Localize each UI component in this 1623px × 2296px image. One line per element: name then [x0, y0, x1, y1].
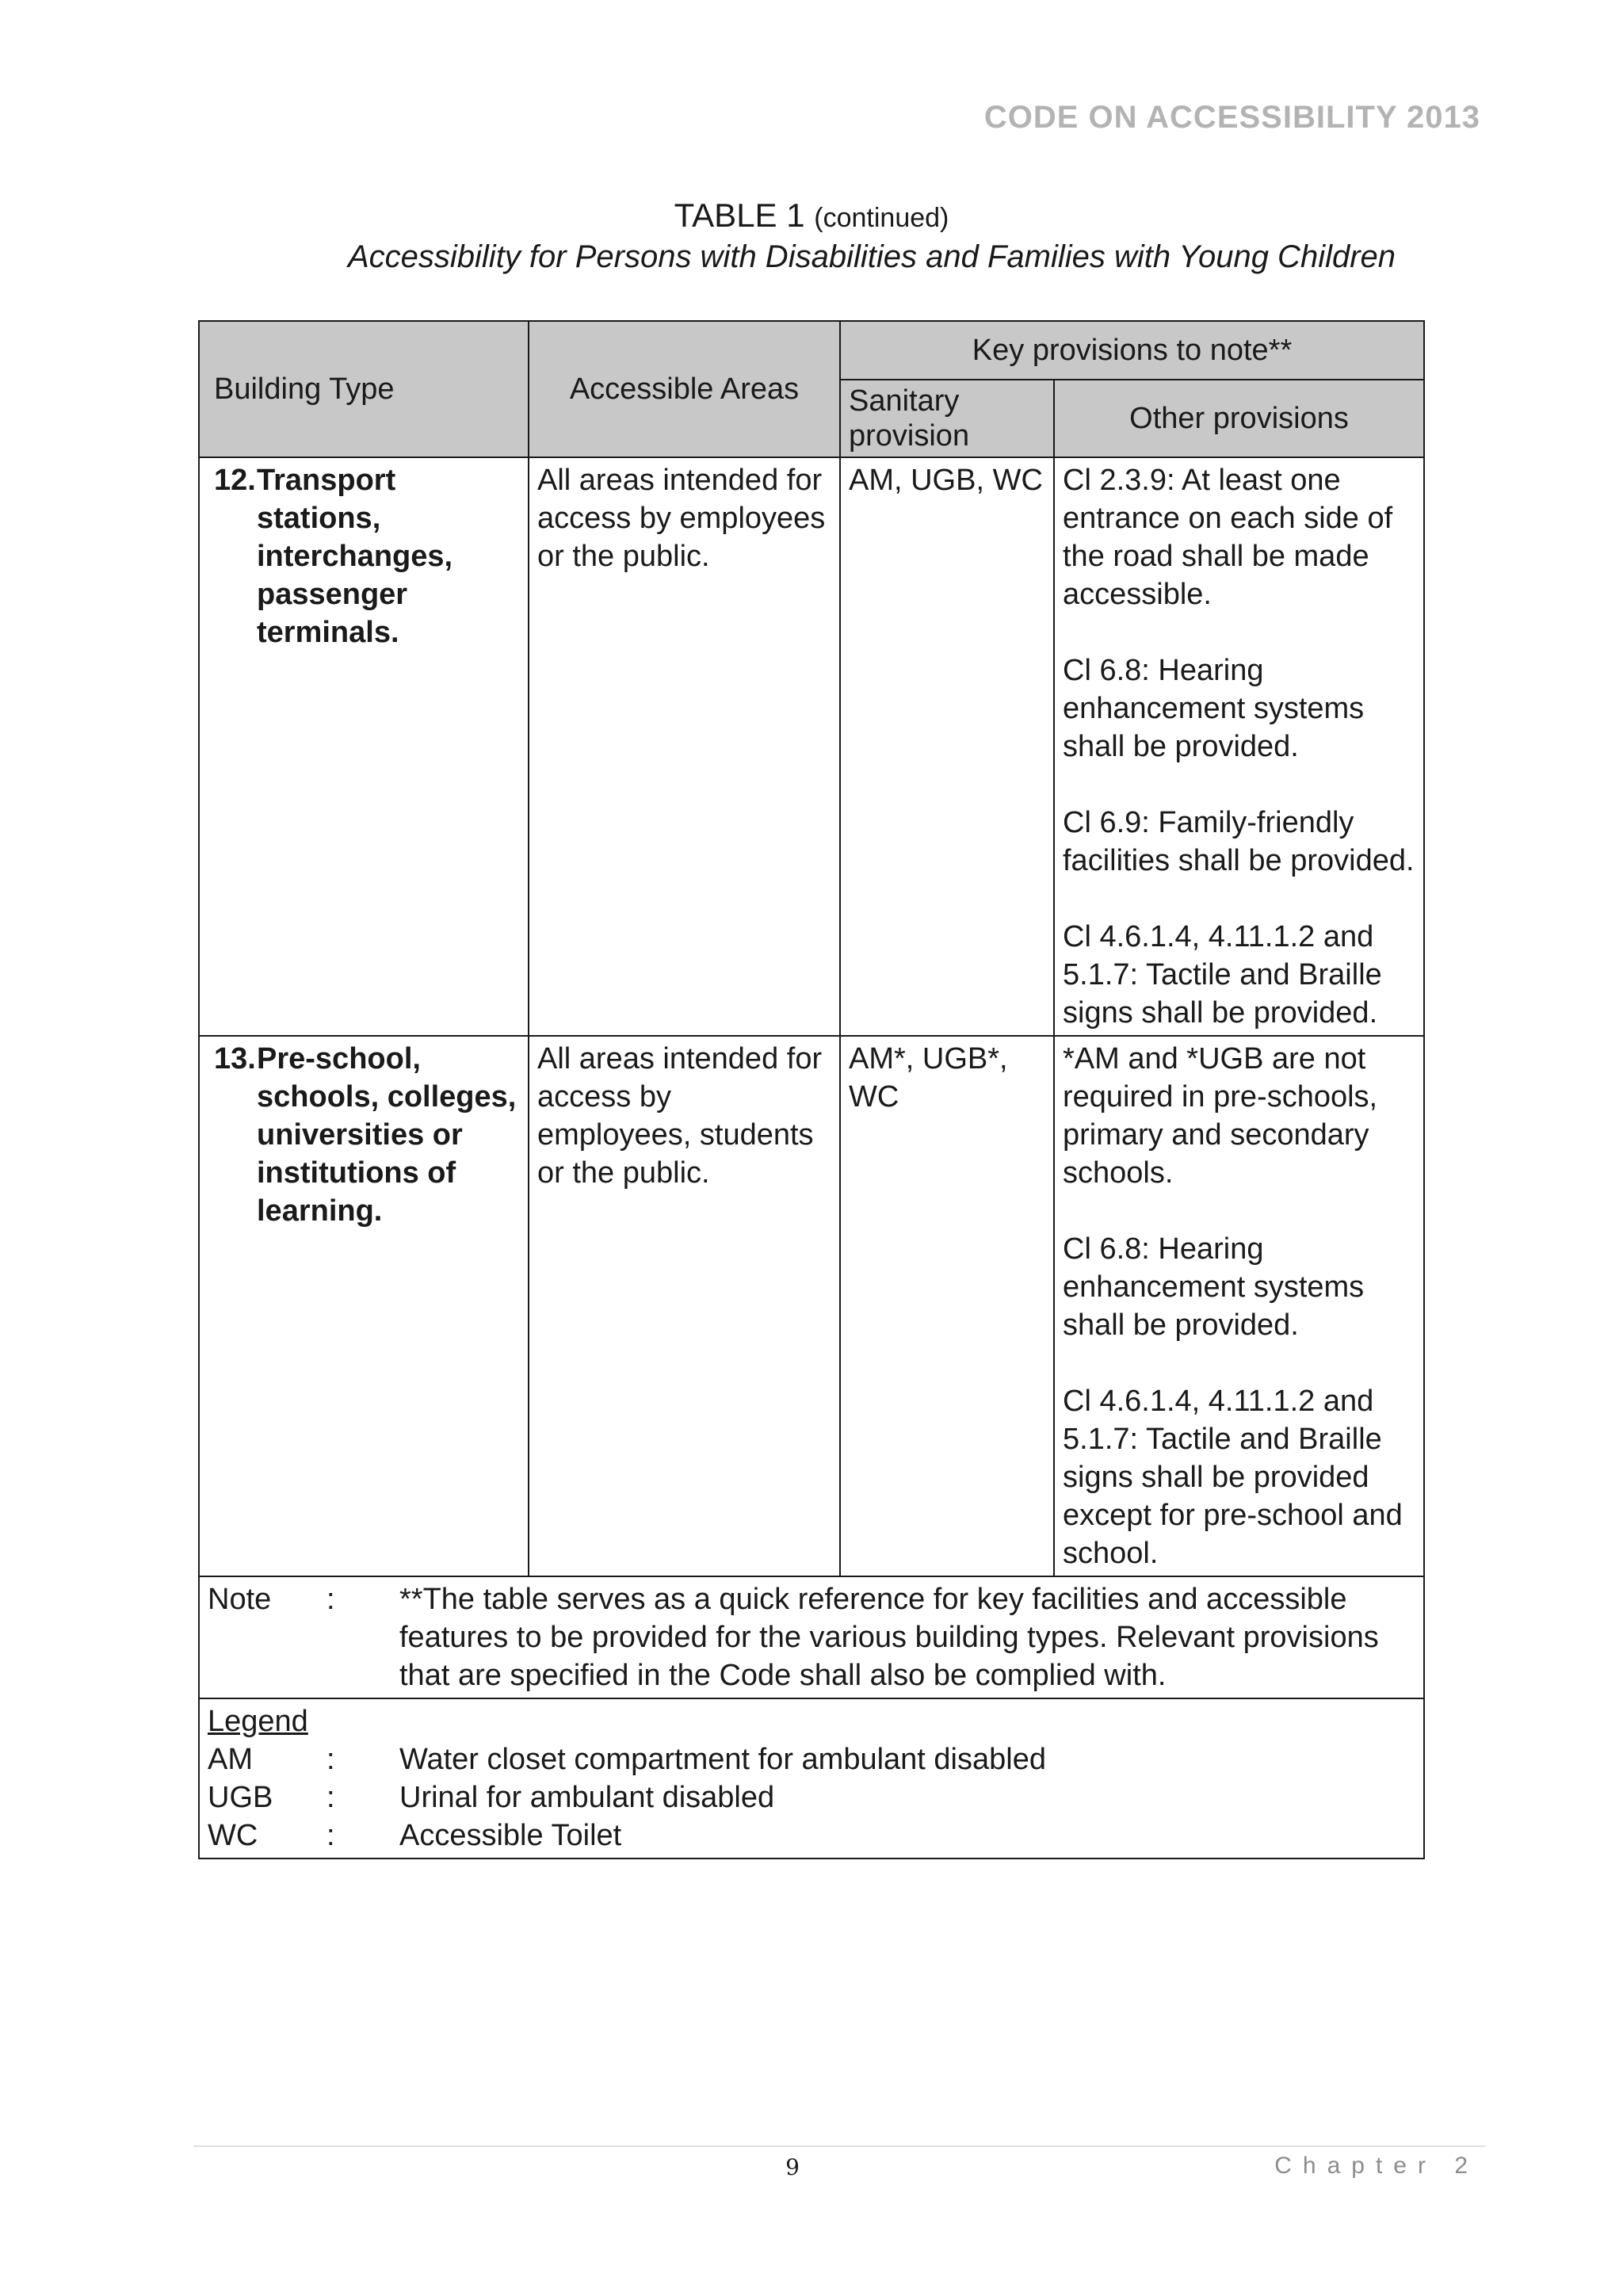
provision-paragraph: Cl 4.6.1.4, 4.11.1.2 and 5.1.7: Tactile and Braille signs shall be provided.	[1063, 920, 1382, 1030]
table-subtitle: Accessibility for Persons with Disabilities and Families with Young Children	[347, 239, 1396, 274]
provision-paragraph: Cl 6.8: Hearing enhancement systems shall be provided.	[1063, 654, 1365, 763]
col-header-key-provisions: Key provisions to note**	[840, 321, 1424, 380]
legend-title: Legend	[208, 1705, 308, 1738]
legend-abbr: WC	[208, 1819, 258, 1852]
sanitary-cell: AM*, UGB*, WC	[840, 1036, 1054, 1576]
legend-colon: :	[327, 1819, 335, 1852]
legend-item	[208, 1778, 1415, 1817]
table-row	[199, 457, 1424, 1036]
legend-desc: Urinal for ambulant disabled	[399, 1781, 775, 1814]
row-number: 12.	[214, 464, 256, 497]
building-type-cell	[199, 1036, 529, 1576]
col-header-other: Other provisions	[1054, 380, 1424, 457]
accessible-areas-cell: All areas intended for access by employees, students or the public.	[529, 1036, 840, 1576]
provision-paragraph: Cl 4.6.1.4, 4.11.1.2 and 5.1.7: Tactile and Braille signs shall be provided except for pre-school and school.	[1063, 1385, 1403, 1570]
legend-colon: :	[327, 1743, 335, 1776]
table-label: TABLE 1	[674, 197, 805, 234]
note-label: Note	[208, 1583, 272, 1616]
legend-item	[208, 1817, 1415, 1855]
table-row	[199, 1036, 1424, 1576]
page-number: 9	[785, 2154, 800, 2180]
accessible-areas-cell: All areas intended for access by employees or the public.	[529, 457, 840, 1036]
document-header-title: CODE ON ACCESSIBILITY 2013	[983, 100, 1480, 135]
building-type-cell	[199, 457, 529, 1036]
col-header-building-type: Building Type	[199, 321, 529, 457]
other-provisions-cell	[1054, 457, 1424, 1036]
provision-paragraph: Cl 6.8: Hearing enhancement systems shall be provided.	[1063, 1232, 1365, 1342]
legend-abbr: UGB	[208, 1781, 273, 1814]
footer-divider	[193, 2145, 1485, 2147]
note-colon: :	[327, 1583, 335, 1616]
col-header-accessible-areas: Accessible Areas	[529, 321, 840, 457]
legend-desc: Accessible Toilet	[399, 1819, 622, 1852]
col-header-sanitary: Sanitary provision	[840, 380, 1054, 457]
row-number: 13.	[214, 1042, 256, 1075]
other-provisions-cell	[1054, 1036, 1424, 1576]
legend-colon: :	[327, 1781, 335, 1814]
building-type-text: Pre-school, schools, colleges, universities or institutions of learning.	[257, 1042, 517, 1228]
building-type-text: Transport stations, interchanges, passenger terminals.	[257, 464, 453, 649]
provision-paragraph: Cl 2.3.9: At least one entrance on each side of the road shall be made accessible.	[1063, 464, 1393, 611]
legend-row	[199, 1698, 1424, 1859]
table-title	[0, 197, 1623, 235]
accessibility-table	[198, 320, 1425, 1859]
note-row	[199, 1576, 1424, 1698]
table-continued: (continued)	[814, 203, 949, 233]
note-text: **The table serves as a quick reference for key facilities and accessible features to be provided for the various building types. Relevant provisions that are specified in the Code shall also be complied with.	[399, 1583, 1379, 1692]
chapter-label: Chapter 2	[1274, 2153, 1479, 2179]
legend-item	[208, 1740, 1415, 1778]
legend-abbr: AM	[208, 1743, 253, 1776]
provision-paragraph: *AM and *UGB are not required in pre-schools, primary and secondary schools.	[1063, 1042, 1378, 1190]
sanitary-cell: AM, UGB, WC	[840, 457, 1054, 1036]
legend-desc: Water closet compartment for ambulant disabled	[399, 1743, 1046, 1776]
provision-paragraph: Cl 6.9: Family-friendly facilities shall be provided.	[1063, 806, 1415, 877]
